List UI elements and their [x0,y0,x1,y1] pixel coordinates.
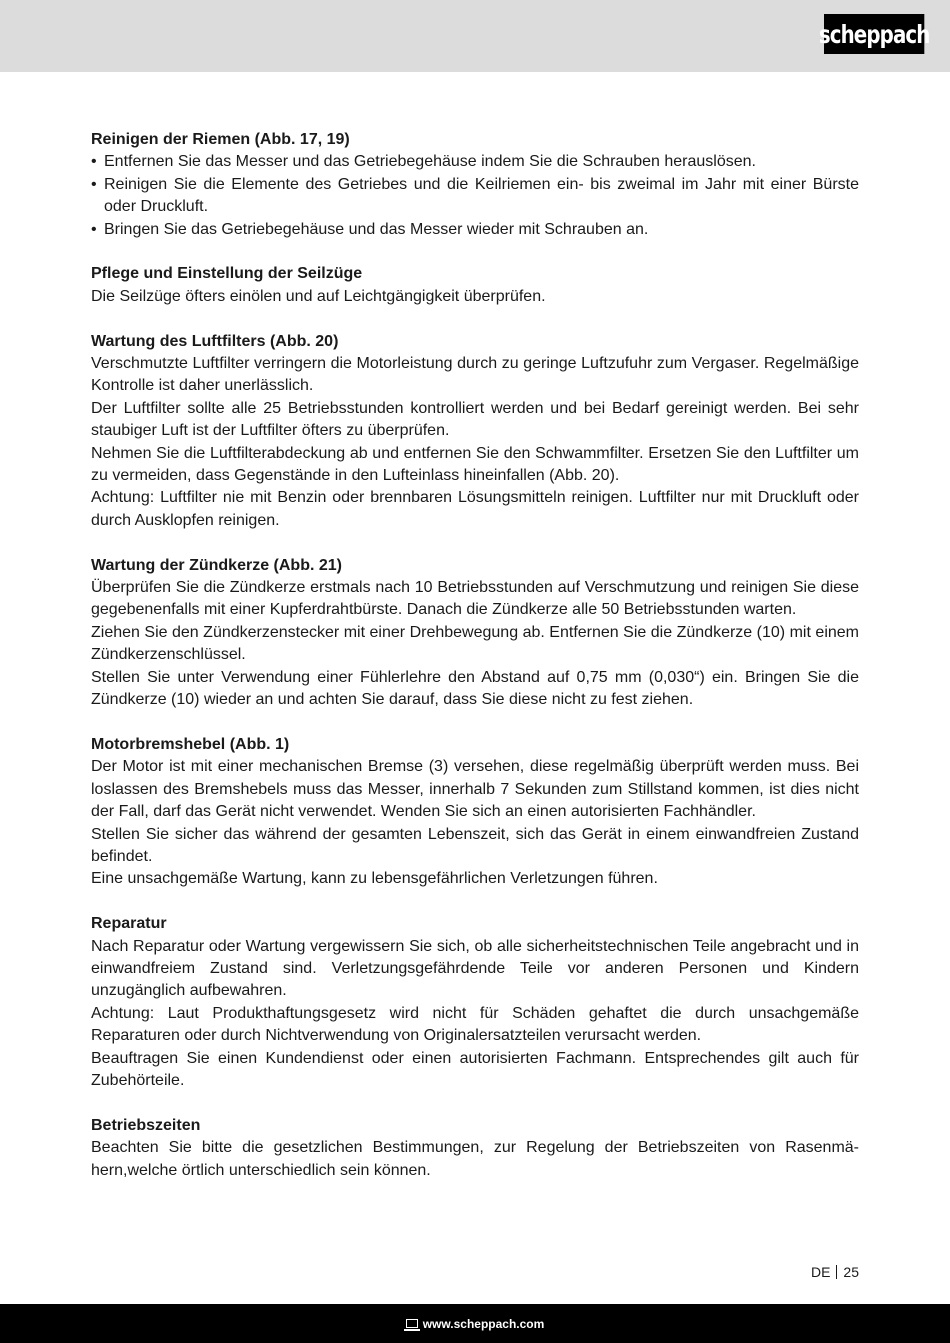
section-reparatur [91,913,859,1092]
language-code: DE [810,1264,831,1280]
paragraph: Stellen Sie sicher das während der gesamten Lebenszeit, sich das Gerät in einem einwandfreien Zustand befindet. [91,825,859,865]
bullet-item: • Entfernen Sie das Messer und das Getriebegehäuse indem Sie die Schrauben herauslösen. [91,151,859,173]
paragraph: Der Luftfilter sollte alle 25 Betriebsstunden kontrolliert werden und bei Bedarf gereinigt werden. Bei sehr staubiger Luft ist der Luftfilter öfters zu überprüfen. [91,399,859,440]
section-seilzuege [91,263,859,308]
paragraph: Ziehen Sie den Zündkerzenstecker mit einer Drehbewegung ab. Entfernen Sie die Zündkerze (10) mit einem Zündkerzenschlüssel. [91,623,859,664]
paragraph: Nach Reparatur oder Wartung vergewissern Sie sich, ob alle sicherheitstechnischen Teile angebracht und in einwandfreiem Zustand sind. Verletzungsgefährdende Teile vor anderen Personen und Kindern unzugänglich aufbewahren. [91,937,859,1000]
paragraph: Beauftragen Sie einen Kundendienst oder einen autorisierten Fachmann. Entsprechendes gilt auch für Zubehörteile. [91,1049,859,1089]
section-heading: Betriebszeiten [91,1116,201,1134]
section-motorbremshebel [91,734,859,891]
section-betriebszeiten [91,1115,859,1182]
paragraph: Stellen Sie unter Verwendung einer Fühlerlehre den Abstand auf 0,75 mm (0,030“) ein. Bringen Sie die Zündkerze (10) wieder an und achten Sie darauf, dass Sie diese nicht zu fest ziehen. [91,668,859,709]
section-heading: Reparatur [91,915,167,933]
section-zuendkerze [91,555,859,712]
section-heading: Pflege und Einstellung der Seilzüge [91,265,363,283]
section-heading: Wartung der Zündkerze (Abb. 21) [91,556,342,574]
bullet-icon: • [91,153,97,171]
paragraph: Verschmutzte Luftfilter verringern die Motorleistung durch zu geringe Luftzufuhr zum Vergaser. Regelmäßige Kontrolle ist daher unerlässlich. [91,355,859,395]
bullet-item: • Reinigen Sie die Elemente des Getriebes und die Keilriemen ein- bis zweimal im Jahr mit einer Bürste oder Druckluft. [91,175,859,216]
paragraph: Die Seilzüge öfters einölen und auf Leichtgängigkeit überprüfen. [91,287,546,305]
page-number-value: 25 [843,1264,859,1280]
document-body [91,129,859,1204]
paragraph: Der Motor ist mit einer mechanischen Bremse (3) versehen, diese regelmäßig überprüft werden muss. Bei loslassen des Bremshebels muss das Messer, innerhalb 7 Sekunden zum Stillstand kommen, ist dies nicht der Fall, darf das Gerät nicht verwendet. Wenden Sie sich an einen autorisierten Fachhändler. [91,758,859,821]
paragraph: Beachten Sie bitte die gesetzlichen Bestimmungen, zur Regelung der Betriebszeiten von Rasenmähern,welche örtlich unterschiedlich sein können. [91,1139,859,1179]
bullet-item: • Bringen Sie das Getriebegehäuse und das Messer wieder mit Schrauben an. [91,219,859,241]
section-heading: Reinigen der Riemen (Abb. 17, 19) [91,131,350,148]
divider [836,1265,837,1279]
paragraph: Achtung: Luftfilter nie mit Benzin oder brennbaren Lösungsmitteln reinigen. Luftfilter nur mit Druckluft oder durch Ausklopfen reinigen. [91,489,859,529]
footer-bar [0,1304,950,1343]
scheppach-logo: scheppach [824,14,924,54]
section-luftfilter [91,331,859,533]
section-heading: Motorbremshebel (Abb. 1) [91,735,290,753]
paragraph: Nehmen Sie die Luftfilterabdeckung ab und entfernen Sie den Schwammfilter. Ersetzen Sie den Luftfilter um zu vermeiden, dass Gegenstände in den Lufteinlass hineinfallen (Abb. 20). [91,444,859,485]
computer-icon [406,1319,418,1328]
bullet-icon: • [91,175,97,193]
header-bar [0,0,950,72]
bullet-list [91,151,859,241]
section-riemen [91,129,859,241]
bullet-icon: • [91,220,97,238]
paragraph: Überprüfen Sie die Zündkerze erstmals nach 10 Betriebsstunden auf Verschmutzung und reinigen Sie diese gegebenenfalls mit einer Kupferdrahtbürste. Danach die Zündkerze alle 50 Betriebsstunden warten. [91,579,859,619]
website-link[interactable]: www.scheppach.com [422,1316,545,1331]
page-number [811,1264,859,1280]
paragraph: Eine unsachgemäße Wartung, kann zu lebensgefährlichen Verletzungen führen. [91,870,658,888]
section-heading: Wartung des Luftfilters (Abb. 20) [91,332,339,350]
paragraph: Achtung: Laut Produkthaftungsgesetz wird nicht für Schäden gehaftet die durch unsachgemäße Reparaturen oder durch Nichtverwendung von Originalersatzteilen verursacht werden. [91,1004,859,1045]
